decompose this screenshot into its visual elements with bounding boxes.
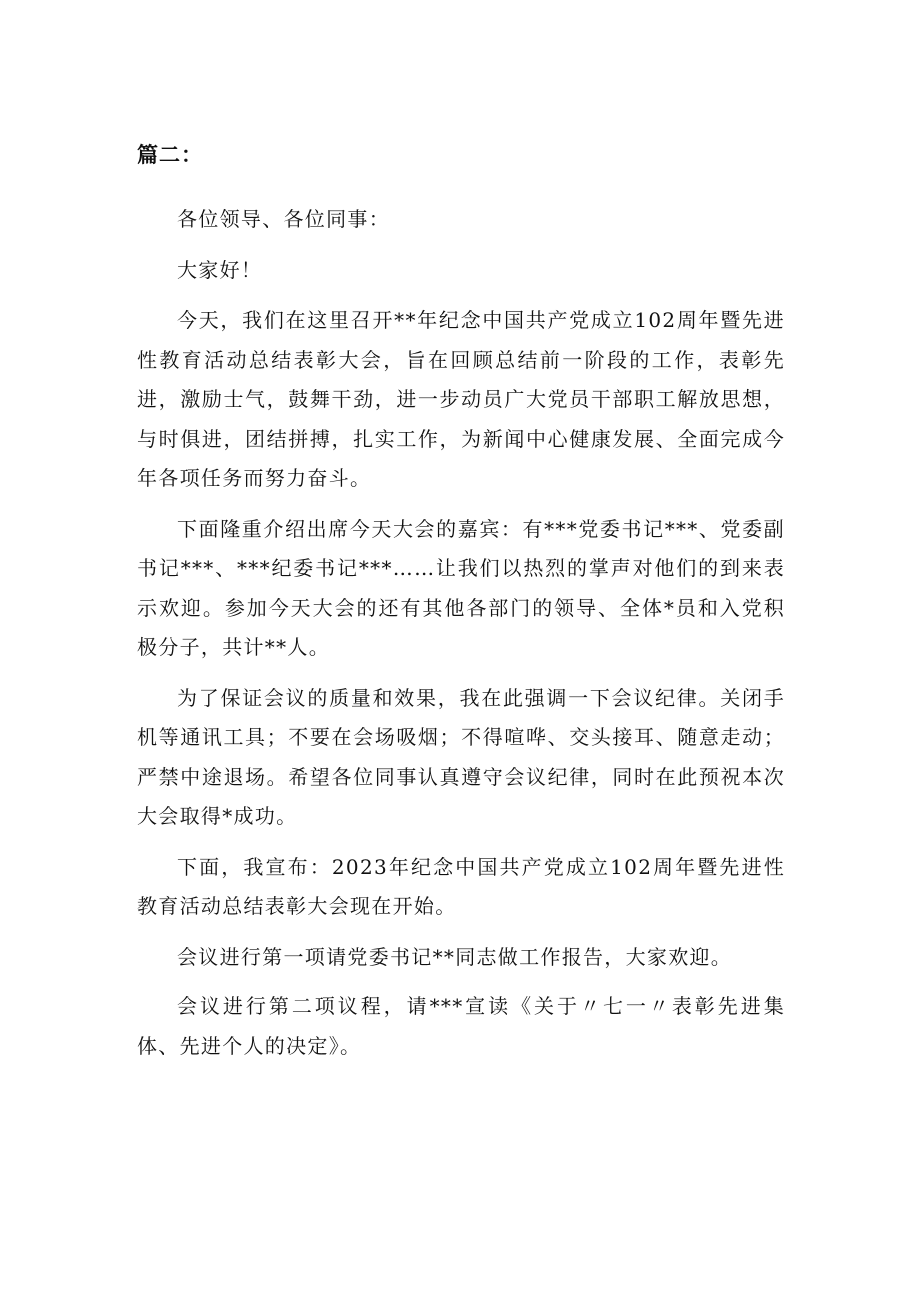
announcement-paragraph: 下面，我宣布：2023年纪念中国共产党成立102周年暨先进性教育活动总结表彰大会现在开始。 [137,854,785,918]
discipline-paragraph: 为了保证会议的质量和效果，我在此强调一下会议纪律。关闭手机等通讯工具；不要在会场吸烟；不得喧哗、交头接耳、随意走动；严禁中途退场。希望各位同事认真遵守会议纪律，同时在此预祝本次大会取得*成功。 [137,685,785,828]
agenda-item-1-paragraph: 会议进行第一项请党委书记**同志做工作报告，大家欢迎。 [177,944,733,969]
greeting-paragraph: 大家好！ [177,257,263,282]
document-body [137,200,785,1077]
opening-paragraph: 今天，我们在这里召开**年纪念中国共产党成立102周年暨先进性教育活动总结表彰大会，旨在回顾总结前一阶段的工作，表彰先进，激励士气，鼓舞干劲，进一步动员广大党员干部职工解放思想，与时俱进，团结拼搏，扎实工作，为新闻中心健康发展、全面完成今年各项任务而努力奋斗。 [137,308,785,490]
section-heading: 篇二： [137,143,203,167]
salutation-paragraph: 各位领导、各位同事： [177,207,390,231]
agenda-item-2-paragraph: 会议进行第二项议程，请***宣读《关于〃七一〃表彰先进集体、先进个人的决定》。 [137,994,785,1058]
guests-paragraph: 下面隆重介绍出席今天大会的嘉宾：有***党委书记***、党委副书记***、***纪委书记***……让我们以热烈的掌声对他们的到来表示欢迎。参加今天大会的还有其他各部门的领导、全体*员和入党积极分子，共计**人。 [137,516,785,659]
